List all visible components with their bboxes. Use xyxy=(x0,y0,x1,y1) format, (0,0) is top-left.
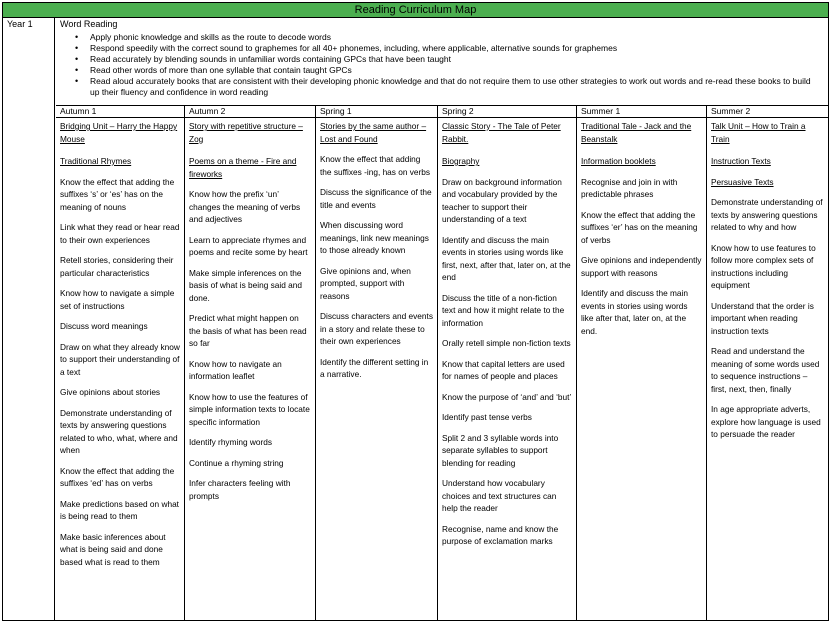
unit-subheading: Traditional Rhymes xyxy=(60,156,132,166)
objective: Draw on what they already know to support their understanding of a text xyxy=(60,341,180,377)
objective: Know that capital letters are used for names of people and places xyxy=(442,358,565,381)
objective: Give opinions about stories xyxy=(60,387,161,397)
objective: Identify and discuss the main events in stories using words like after that, later on, at the end. xyxy=(581,288,688,336)
objective: Make simple inferences on the basis of what is being said and done. xyxy=(189,267,303,303)
objective: Know how to use features to follow more complex sets of instructions including equipment xyxy=(711,242,816,290)
term-heading: Spring 2 xyxy=(438,106,576,118)
objective: Discuss the title of a non-fiction text and how it might relate to the information xyxy=(442,292,565,328)
objective: Demonstrate understanding of texts by answering questions related to why and how xyxy=(711,197,823,232)
objective: Identify the different setting in a narrative. xyxy=(320,356,429,379)
curriculum-table xyxy=(2,2,829,621)
objective: Know the effect that adding the suffixes -ing, has on verbs xyxy=(320,154,431,177)
word-reading-list xyxy=(90,32,822,98)
term-content xyxy=(316,118,437,381)
objective: Link what they read or hear read to their own experiences xyxy=(60,222,180,245)
word-reading-item: • Read aloud accurately books that are consistent with their developing phonic knowledge and that do not require them to use other strategies to work out words and re-read these books to build up their fluency and confidence in word reading xyxy=(90,76,822,98)
objective: Demonstrate understanding of texts by answering questions related to who, what, where and when xyxy=(60,407,178,455)
objective: In age appropriate adverts, explore how language is used to persuade the reader xyxy=(711,404,821,439)
unit-title: Traditional Tale - Jack and the Beanstalk xyxy=(581,121,692,144)
objective: Discuss word meanings xyxy=(60,321,148,331)
page-title: Reading Curriculum Map xyxy=(3,3,828,18)
year-column xyxy=(3,18,55,620)
term-column-summer-2 xyxy=(707,106,828,620)
objective: Read and understand the meaning of some words used to sequence instructions – first, next, then, finally xyxy=(711,346,820,394)
word-reading-section xyxy=(56,18,828,106)
term-content xyxy=(707,118,828,441)
objective: Recognise, name and know the purpose of exclamation marks xyxy=(442,523,559,546)
objective: Understand how vocabulary choices and text structures can help the reader xyxy=(442,478,557,513)
objective: Know how to navigate a simple set of instructions xyxy=(60,288,175,311)
objective: When discussing word meanings, link new meanings to those already known xyxy=(320,220,429,255)
term-content xyxy=(56,118,184,568)
term-heading: Spring 1 xyxy=(316,106,437,118)
term-content xyxy=(438,118,576,548)
unit-title: Classic Story - The Tale of Peter Rabbit. xyxy=(442,121,561,144)
term-heading: Summer 2 xyxy=(707,106,828,118)
unit-subheading: Biography xyxy=(442,156,480,166)
objective: Discuss the significance of the title and events xyxy=(320,187,432,210)
objective: Know how the prefix ‘un’ changes the meaning of verbs and adjectives xyxy=(189,189,301,224)
term-heading: Summer 1 xyxy=(577,106,706,118)
objective: Orally retell simple non-fiction texts xyxy=(442,338,571,348)
unit-subheading: Information booklets xyxy=(581,156,656,166)
term-column-spring-2 xyxy=(438,106,577,620)
objective: Know the purpose of ‘and’ and ‘but’ xyxy=(442,391,572,402)
unit-subheading: Persuasive Texts xyxy=(711,176,774,187)
word-reading-item: • Read accurately by blending sounds in unfamiliar words containing GPCs that have been taught xyxy=(90,54,822,65)
objective: Identify rhyming words xyxy=(189,437,273,447)
term-column-autumn-2 xyxy=(185,106,316,620)
term-content xyxy=(185,118,315,502)
unit-title: Bridging Unit – Harry the Happy Mouse xyxy=(60,121,178,144)
objective: Know the effect that adding the suffixes ‘ed’ has on verbs xyxy=(60,465,175,488)
objective: Learn to appreciate rhymes and poems and recite some by heart xyxy=(189,234,308,257)
objective: Understand that the order is important when reading instruction texts xyxy=(711,300,814,336)
term-content xyxy=(577,118,706,337)
unit-title: Stories by the same author – Lost and Found xyxy=(320,121,427,144)
objective: Draw on background information and vocabulary provided by the teacher to support their understanding of a text xyxy=(442,176,562,224)
objective: Give opinions and independently support with reasons xyxy=(581,255,702,278)
word-reading-title: Word Reading xyxy=(60,19,118,29)
objective: Retell stories, considering their particular characteristics xyxy=(60,255,174,278)
term-heading: Autumn 2 xyxy=(185,106,315,118)
term-column-summer-1 xyxy=(577,106,707,620)
word-reading-item: • Respond speedily with the correct sound to graphemes for all 40+ phonemes, including, where applicable, alternative sounds for graphemes xyxy=(90,43,822,54)
objective: Continue a rhyming string xyxy=(189,457,284,468)
unit-subheading: Instruction Texts xyxy=(711,156,771,166)
objective: Identify and discuss the main events in stories using words like first, next, after that, later on, at the end xyxy=(442,234,571,282)
objective: Know the effect that adding the suffixes ‘s’ or ‘es’ has on the meaning of nouns xyxy=(60,176,175,212)
objective: Identify past tense verbs xyxy=(442,412,532,422)
objective: Make basic inferences about what is being said and done based what is read to them xyxy=(60,531,166,567)
objective: Know how to navigate an information leaflet xyxy=(189,358,282,381)
unit-title: Talk Unit – How to Train a Train xyxy=(711,121,806,144)
unit-subheading: Poems on a theme - Fire and fireworks xyxy=(189,156,297,179)
word-reading-item: • Apply phonic knowledge and skills as the route to decode words xyxy=(90,32,822,43)
objective: Know how to use the features of simple information texts to locate specific information xyxy=(189,391,310,427)
term-heading: Autumn 1 xyxy=(56,106,184,118)
objective: Know the effect that adding the suffixes ‘er’ has on the meaning of verbs xyxy=(581,209,698,245)
objective: Give opinions and, when prompted, support with reasons xyxy=(320,265,411,301)
term-column-spring-1 xyxy=(316,106,438,620)
objective: Infer characters feeling with prompts xyxy=(189,478,291,501)
term-column-autumn-1 xyxy=(56,106,185,620)
unit-title: Story with repetitive structure – Zog xyxy=(189,121,303,144)
objective: Recognise and join in with predictable phrases xyxy=(581,176,678,199)
objective: Make predictions based on what is being read to them xyxy=(60,498,179,521)
objective: Predict what might happen on the basis of what has been read so far xyxy=(189,313,307,348)
year-label: Year 1 xyxy=(7,19,33,29)
objective: Discuss characters and events in a story and relate these to their own experiences xyxy=(320,311,433,346)
word-reading-item: • Read other words of more than one syllable that contain taught GPCs xyxy=(90,65,822,76)
objective: Split 2 and 3 syllable words into separate syllables to support blending for reading xyxy=(442,432,559,468)
